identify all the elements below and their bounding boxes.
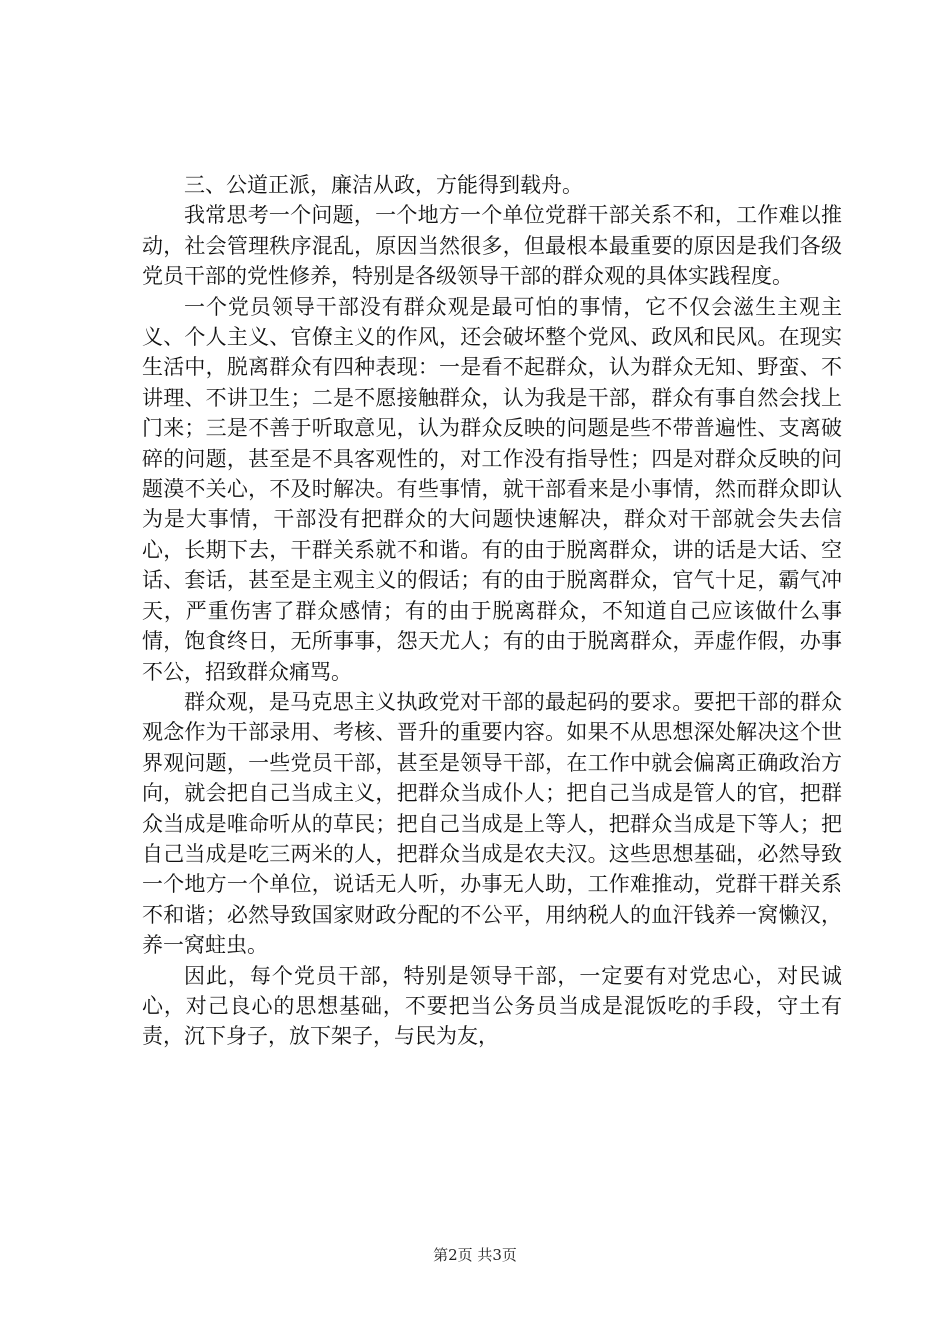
page-footer: 第2页 共3页: [433, 1246, 517, 1264]
paragraph-section-heading: 三、公道正派，廉洁从政，方能得到载舟。: [184, 173, 583, 197]
document-body: [142, 170, 842, 1052]
paragraph: 一个党员领导干部没有群众观是最可怕的事情，它不仅会滋生主观主义、个人主义、官僚主义的作风，还会破坏整个党风、政风和民风。在现实生活中，脱离群众有四种表现：一是看不起群众，认为群众无知、野蛮、不讲理、不讲卫生；二是不愿接触群众，认为我是干部，群众有事自然会找上门来；三是不善于听取意见，认为群众反映的问题是些不带普遍性、支离破碎的问题，甚至是不具客观性的，对工作没有指导性；四是对群众反映的问题漠不关心，不及时解决。有些事情，就干部看来是小事情，然而群众即认为是大事情，干部没有把群众的大问题快速解决，群众对干部就会失去信心，长期下去，干群关系就不和谐。有的由于脱离群众，讲的话是大话、空话、套话，甚至是主观主义的假话；有的由于脱离群众，官气十足，霸气冲天，严重伤害了群众感情；有的由于脱离群众，不知道自己应该做什么事情，饱食终日，无所事事，怨天尤人；有的由于脱离群众，弄虚作假，办事不公，招致群众痛骂。: [142, 294, 842, 684]
paragraph: 我常思考一个问题，一个地方一个单位党群干部关系不和，工作难以推动，社会管理秩序混乱，原因当然很多，但最根本最重要的原因是我们各级党员干部的党性修养，特别是各级领导干部的群众观的具体实践程度。: [142, 203, 842, 289]
paragraph: 因此，每个党员干部，特别是领导干部，一定要有对党忠心，对民诚心，对己良心的思想基础，不要把当公务员当成是混饭吃的手段，守土有责，沉下身子，放下架子，与民为友，: [142, 963, 842, 1049]
paragraph: 群众观，是马克思主义执政党对干部的最起码的要求。要把干部的群众观念作为干部录用、考核、晋升的重要内容。如果不从思想深处解决这个世界观问题，一些党员干部，甚至是领导干部，在工作中就会偏离正确政治方向，就会把自己当成主义，把群众当成仆人；把自己当成是管人的官，把群众当成是唯命听从的草民；把自己当成是上等人，把群众当成是下等人；把自己当成是吃三两米的人，把群众当成是农夫汉。这些思想基础，必然导致一个地方一个单位，说话无人听，办事无人助，工作难推动，党群干群关系不和谐；必然导致国家财政分配的不公平，用纳税人的血汗钱养一窝懒汉，养一窝蛀虫。: [142, 689, 842, 958]
